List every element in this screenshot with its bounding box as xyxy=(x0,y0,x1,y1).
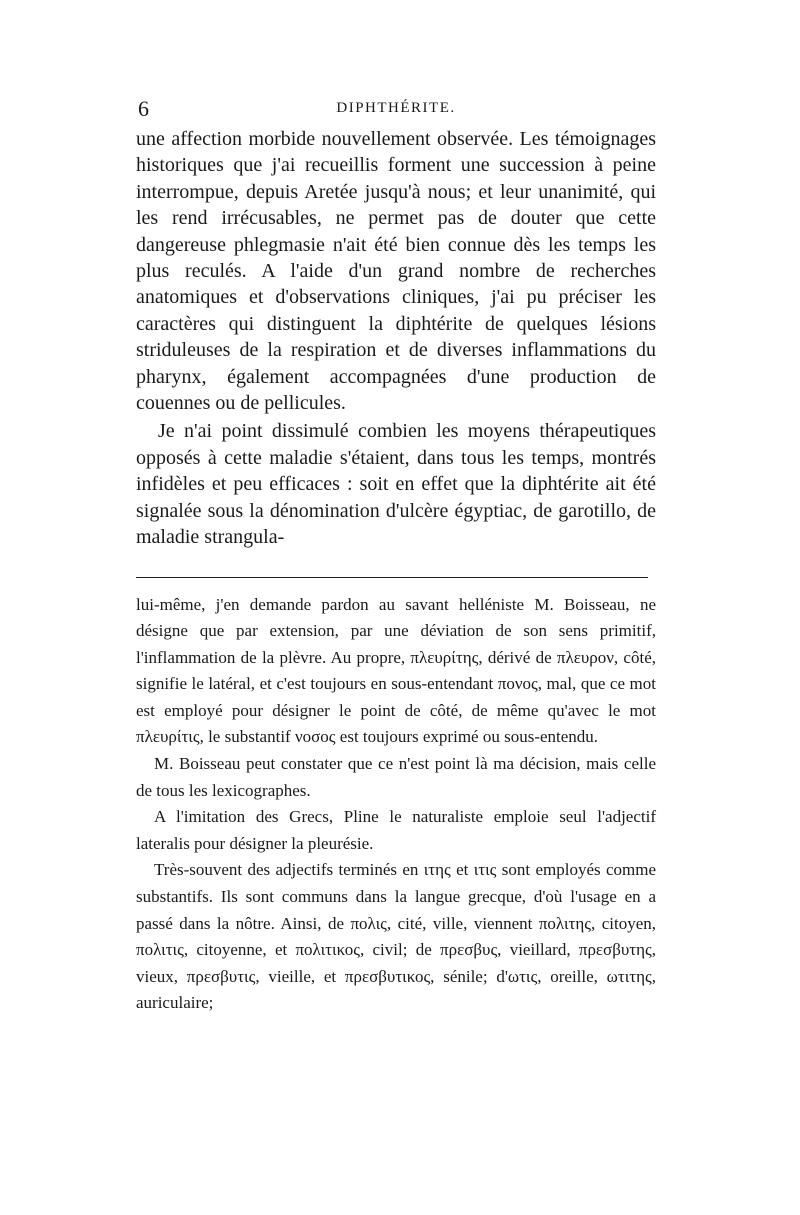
footnote-paragraph: M. Boisseau peut constater que ce n'est point là ma décision, mais celle de tous les lexicographes. xyxy=(136,754,656,800)
footnotes xyxy=(136,592,656,1018)
running-title: DIPHTHÉRITE. xyxy=(336,100,456,116)
footnote-paragraph: Très-souvent des adjectifs terminés en ιτης et ιτις sont employés comme substantifs. Ils sont communs dans la langue grecque, d'où l'usage en a passé dans la nôtre. Ainsi, de πολις, cité, ville, viennent πολιτης, citoyen, πολιτις, citoyenne, et πολιτικος, civil; de πρεσβυς, vieillard, πρεσβυτης, vieux, πρεσβυτις, vieille, et πρεσβυτικος, sénile; d'ωτις, oreille, ωτιτης, auriculaire; xyxy=(136,860,656,1013)
page-number: 6 xyxy=(138,96,149,121)
body-paragraph: Je n'ai point dissimulé combien les moyens thérapeutiques opposés à cette maladie s'étaient, dans tous les temps, montrés infidèles et peu efficaces : soit en effet que la diphtérite ait été signalée sous la dénomination d'ulcère égyptiac, de garotillo, de maladie strangula- xyxy=(136,420,656,549)
body-paragraph: une affection morbide nouvellement observée. Les témoignages historiques que j'ai recueillis forment une succession à peine interrompue, depuis Aretée jusqu'à nous; et leur unanimité, qui les rend irrécusables, ne permet pas de douter que cette dangereuse phlegmasie n'ait été bien connue dès les temps les plus reculés. A l'aide d'un grand nombre de recherches anatomiques et d'observations cliniques, j'ai pu préciser les caractères qui distinguent la diphtérite de quelques lésions striduleuses de la respiration et de diverses inflammations du pharynx, également accompagnées d'une production de couennes ou de pellicules. xyxy=(136,128,656,415)
main-text xyxy=(136,126,656,551)
footnote-paragraph: lui-même, j'en demande pardon au savant helléniste M. Boisseau, ne désigne que par extension, par une déviation de son sens primitif, l'inflammation de la plèvre. Au propre, πλευρίτης, dérivé de πλευρον, côté, signifie le latéral, et c'est toujours en sous-entendant πονος, mal, que ce mot est employé pour désigner le point de côté, de même qu'avec le mot πλευρίτις, le substantif νοσος est toujours exprimé ou sous-entendu. xyxy=(136,594,656,747)
running-head xyxy=(136,96,656,126)
footnote-paragraph: A l'imitation des Grecs, Pline le naturaliste emploie seul l'adjectif lateralis pour désigner la pleurésie. xyxy=(136,807,656,853)
footnote-divider xyxy=(136,577,648,578)
book-page xyxy=(136,96,656,1017)
